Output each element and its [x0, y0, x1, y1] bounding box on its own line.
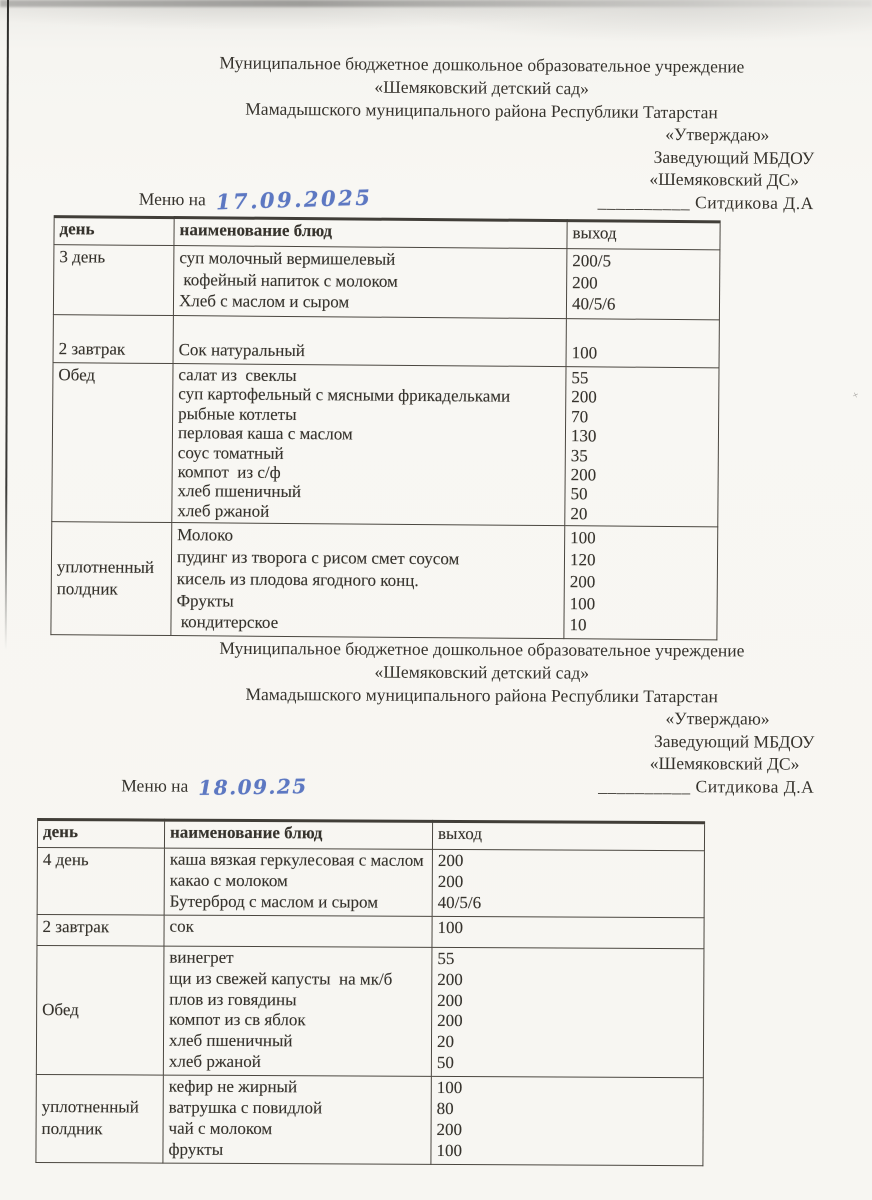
portion-line: 120: [569, 550, 596, 570]
portion-line: 100: [437, 917, 464, 937]
handwritten-date: 18.09.25: [198, 774, 308, 800]
dishes-cell: [172, 364, 566, 526]
meal-name-cell: 2 завтрак: [37, 914, 164, 946]
menu-date-label: Меню на: [138, 188, 206, 210]
portion-cell: [431, 947, 704, 1078]
portion-line: 10: [569, 615, 587, 635]
org-name-line1: Муниципальное бюджетное дошкольное образовательное учреждение: [219, 52, 745, 77]
meal-name-cell: Обед: [36, 945, 164, 1075]
column-header-day: день: [54, 217, 174, 246]
menu-table-header-row: [37, 819, 704, 850]
dishes-cell: [173, 246, 567, 319]
dish-line: пудинг из творога с рисом смет соусом: [176, 547, 460, 569]
portion-line: 100: [570, 528, 596, 548]
dishes-cell: [163, 1075, 431, 1164]
dish-line: Молоко: [177, 525, 234, 545]
dish-line: винегрет: [169, 947, 234, 967]
meal-name-cell: 2 завтрак: [53, 315, 173, 364]
approver-name: Ситдикова Д.А: [695, 775, 815, 797]
dish-line: Фрукты: [176, 590, 234, 611]
portion-line: 55: [437, 948, 455, 968]
dishes-cell: [164, 915, 432, 947]
dish-line: хлеб ржаной: [177, 500, 270, 521]
dish-line: щи из свежей капусты на мк/б: [169, 968, 393, 989]
dish-line: перловая каша с маслом: [177, 423, 353, 444]
portion-line: 130: [570, 426, 597, 446]
portion-line: 200: [436, 1119, 463, 1140]
portion-line: 200: [571, 387, 597, 407]
portion-cell: [565, 367, 719, 527]
portion-line: 20: [570, 504, 588, 524]
approver-org: «Шемяковский ДС»: [649, 168, 800, 190]
portion-line: 200: [437, 1011, 463, 1031]
menu-date-line: [138, 184, 373, 215]
portion-line: 100: [436, 1140, 463, 1160]
portion-line: 50: [570, 484, 588, 504]
handwritten-date: 17.09.2025: [215, 184, 373, 215]
portion-line: 50: [436, 1053, 454, 1073]
scan-edge-shadow: [0, 0, 872, 7]
dish-line: каша вязкая геркулесовая с маслом: [169, 849, 424, 870]
org-name-line3: Мамадышского муниципального района Республики Татарстан: [245, 684, 718, 707]
portion-line: 200/5: [572, 251, 612, 271]
menu-block-1: [0, 48, 872, 635]
portion-cell: [431, 1077, 703, 1166]
portion-cell: [432, 916, 704, 948]
portion-line: 200: [437, 871, 464, 891]
dish-line: чай с молоком: [168, 1118, 273, 1139]
portion-line: 80: [436, 1099, 454, 1119]
dish-line: салат из свеклы: [178, 365, 297, 386]
dish-line: какао с молоком: [169, 870, 288, 891]
portion-line: 35: [570, 445, 588, 465]
dish-line: плов из говядины: [169, 989, 297, 1009]
portion-cell: [566, 249, 720, 320]
column-header-dishes: наименование блюд: [164, 820, 432, 849]
dish-line: Хлеб с маслом и сыром: [178, 291, 350, 312]
approver-org: «Шемяковский ДС»: [649, 752, 800, 774]
portion-line: 100: [436, 1078, 463, 1098]
dish-line: кондитерское: [176, 612, 279, 633]
menu-table-row: [52, 363, 719, 527]
portion-line: 40/5/6: [437, 892, 482, 912]
portion-line: 200: [570, 465, 597, 485]
approve-label: «Утверждаю»: [665, 708, 770, 729]
column-header-output: выход: [567, 221, 720, 250]
dish-line: суп картофельный с мясными фрикадельками: [178, 384, 511, 407]
portion-cell: [432, 849, 704, 917]
menu-table-row: [36, 945, 704, 1078]
portion-cell: [566, 319, 719, 368]
dishes-cell: [173, 316, 566, 367]
organization-header: [82, 636, 872, 709]
dish-line: фрукты: [168, 1139, 224, 1159]
dish-line: хлеб пшеничный: [168, 1030, 293, 1051]
dish-line: кофейный напиток с молоком: [179, 269, 398, 291]
dish-line: кефир не жирный: [168, 1076, 298, 1097]
approver-title: Заведующий МБДОУ: [653, 146, 815, 168]
dish-line: ватрушка с повидлой: [168, 1097, 323, 1118]
dish-line: Сок натуральный: [178, 340, 306, 361]
column-header-day: день: [37, 819, 164, 848]
org-name-line2: «Шемяковский детский сад»: [374, 661, 590, 683]
portion-line: 100: [571, 343, 598, 363]
approver-name: Ситдикова Д.А: [695, 191, 814, 213]
portion-line: 200: [572, 272, 598, 292]
dish-line: рыбные котлеты: [178, 403, 297, 424]
signature-blank: __________: [598, 775, 691, 796]
dish-line: хлеб ржаной: [168, 1051, 261, 1072]
dishes-cell: [164, 848, 432, 916]
menu-date-label: Меню на: [121, 775, 189, 796]
meal-name-cell: уплотненный полдник: [36, 1075, 163, 1163]
approve-label: «Утверждаю»: [665, 123, 770, 145]
portion-cell: [564, 526, 718, 640]
portion-line: 200: [437, 990, 463, 1010]
dish-line: суп молочный вермишелевый: [179, 248, 396, 269]
portion-line: 200: [437, 850, 464, 871]
menu-table-body: [36, 847, 705, 1165]
menu-table: [50, 215, 720, 640]
portion-line: 70: [571, 406, 589, 427]
portion-line: 40/5/6: [571, 294, 616, 314]
dish-line: хлеб пшеничный: [177, 481, 302, 502]
meal-name-cell: 3 день: [53, 245, 174, 316]
approver-title: Заведующий МБДОУ: [653, 730, 815, 752]
menu-table-row: [37, 914, 704, 948]
menu-date-line: [121, 772, 308, 800]
meal-name-cell: Обед: [52, 363, 173, 523]
approval-block: [0, 118, 814, 214]
portion-line: 200: [569, 572, 596, 592]
dish-line: соус томатный: [177, 442, 284, 463]
dish-line: компот из с/ф: [177, 462, 281, 482]
org-name-line1: Муниципальное бюджетное дошкольное образовательное учреждение: [219, 637, 745, 661]
portion-line: 100: [569, 593, 596, 614]
dishes-cell: [163, 946, 432, 1077]
org-name-line2: «Шемяковский детский сад»: [374, 76, 590, 99]
menu-table-row: [53, 315, 719, 368]
meal-name-cell: уплотненный полдник: [51, 522, 172, 636]
dish-line: сок: [169, 916, 194, 936]
org-name-line3: Мамадышского муниципального района Республики Татарстан: [245, 98, 718, 123]
portion-line: 200: [437, 969, 463, 989]
menu-block-2: [0, 634, 872, 1178]
dish-line: Бутерброд с маслом и сыром: [169, 891, 379, 912]
menu-table-row: [37, 847, 704, 917]
menu-table-row: [51, 522, 718, 640]
scan-speck: ×: [850, 389, 860, 402]
menu-table-row: [36, 1075, 703, 1166]
dish-line: кисель из плодова ягодного конц.: [176, 568, 419, 590]
portion-line: 20: [436, 1032, 455, 1052]
menu-table-body: [51, 245, 720, 640]
column-header-dishes: наименование блюд: [174, 218, 567, 249]
portion-line: 55: [571, 368, 589, 388]
menu-table: [35, 818, 705, 1166]
column-header-output: выход: [432, 821, 704, 850]
organization-header: [81, 50, 872, 125]
dish-line: компот из св яблок: [169, 1010, 306, 1030]
menu-table-row: [53, 245, 720, 320]
signature-blank: __________: [597, 190, 691, 212]
meal-name-cell: 4 день: [37, 847, 164, 914]
dishes-cell: [171, 523, 565, 639]
